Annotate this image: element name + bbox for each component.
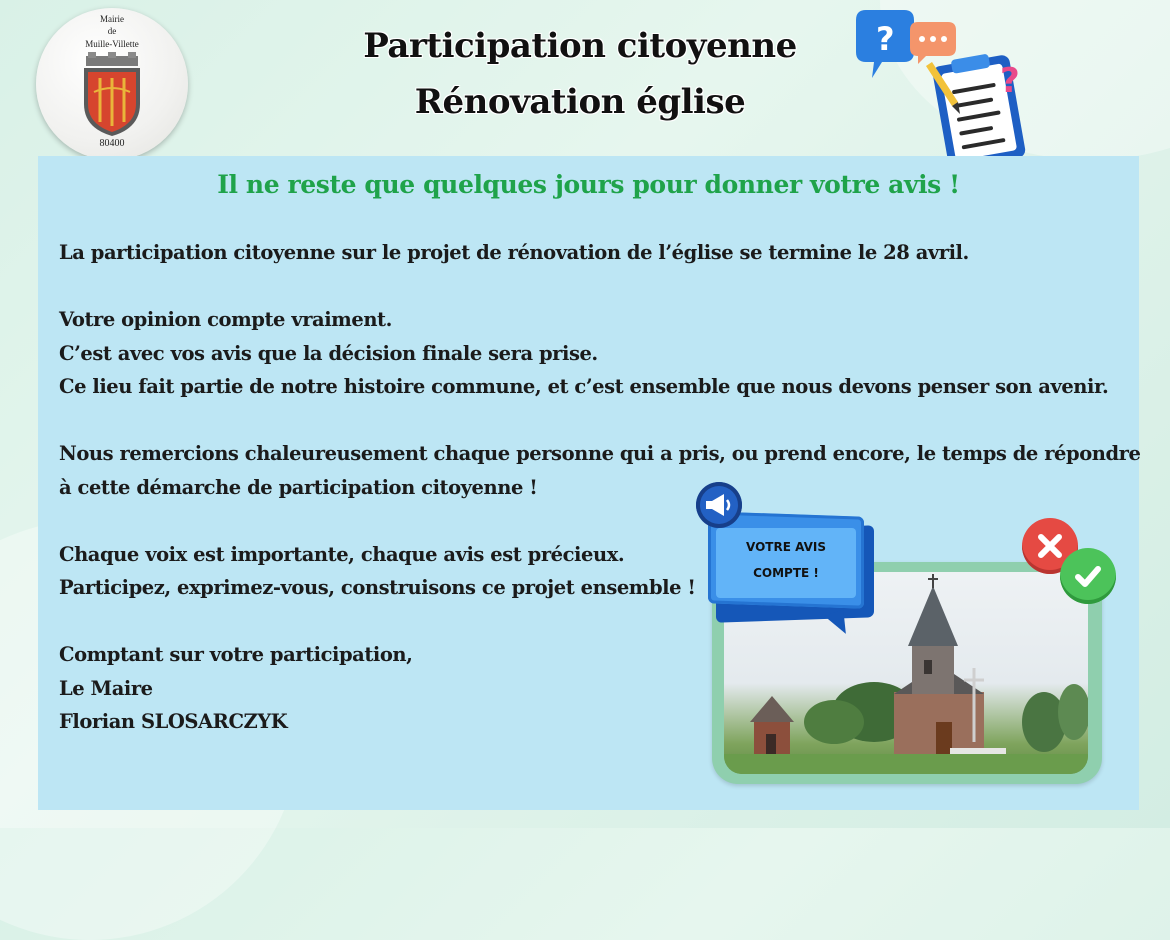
signature-name: Florian SLOSARCZYK [59, 710, 288, 733]
paragraph-opinion-line: Ce lieu fait partie de notre histoire commune, et c’est ensemble que nous devons penser son avenir. [59, 375, 1109, 398]
paragraph-call-line: Participez, exprimez-vous, construisons ce projet ensemble ! [59, 576, 696, 599]
paragraph-thanks-line: à cette démarche de participation citoyenne ! [59, 475, 538, 499]
paragraph-call-line: Chaque voix est importante, chaque avis est précieux. [59, 542, 625, 566]
paragraph-thanks-line: Nous remercions chaleureusement chaque personne qui a pris, ou prend encore, le temps de répondre [59, 442, 1141, 465]
paragraph-opinion-line: Votre opinion compte vraiment. [59, 308, 392, 331]
page-title: Participation citoyenne [363, 26, 797, 66]
badge-line-1: VOTRE AVIS [746, 540, 826, 554]
signature-role: Le Maire [59, 676, 153, 700]
check-icon [1060, 548, 1116, 604]
badge-line-2: COMPTE ! [753, 566, 819, 580]
seal-line-3: Muille-Villette [85, 39, 139, 49]
svg-text:?: ? [876, 20, 895, 58]
deadline-headline: Il ne reste que quelques jours pour donner votre avis ! [217, 170, 960, 199]
paragraph-deadline: La participation citoyenne sur le projet de rénovation de l’église se termine le 28 avril. [59, 241, 969, 264]
seal-line-2: de [107, 26, 117, 36]
page-subtitle: Rénovation église [414, 82, 746, 122]
survey-clipboard-icon [848, 6, 1038, 170]
badge-text [716, 534, 856, 586]
seal-postcode: 80400 [99, 138, 125, 149]
seal-line-1: Mairie [100, 14, 124, 24]
paragraph-opinion-line: C’est avec vos avis que la décision finale sera prise. [59, 341, 598, 365]
svg-text:?: ? [1000, 61, 1020, 101]
megaphone-icon [696, 482, 742, 528]
closing-line: Comptant sur votre participation, [59, 643, 413, 666]
